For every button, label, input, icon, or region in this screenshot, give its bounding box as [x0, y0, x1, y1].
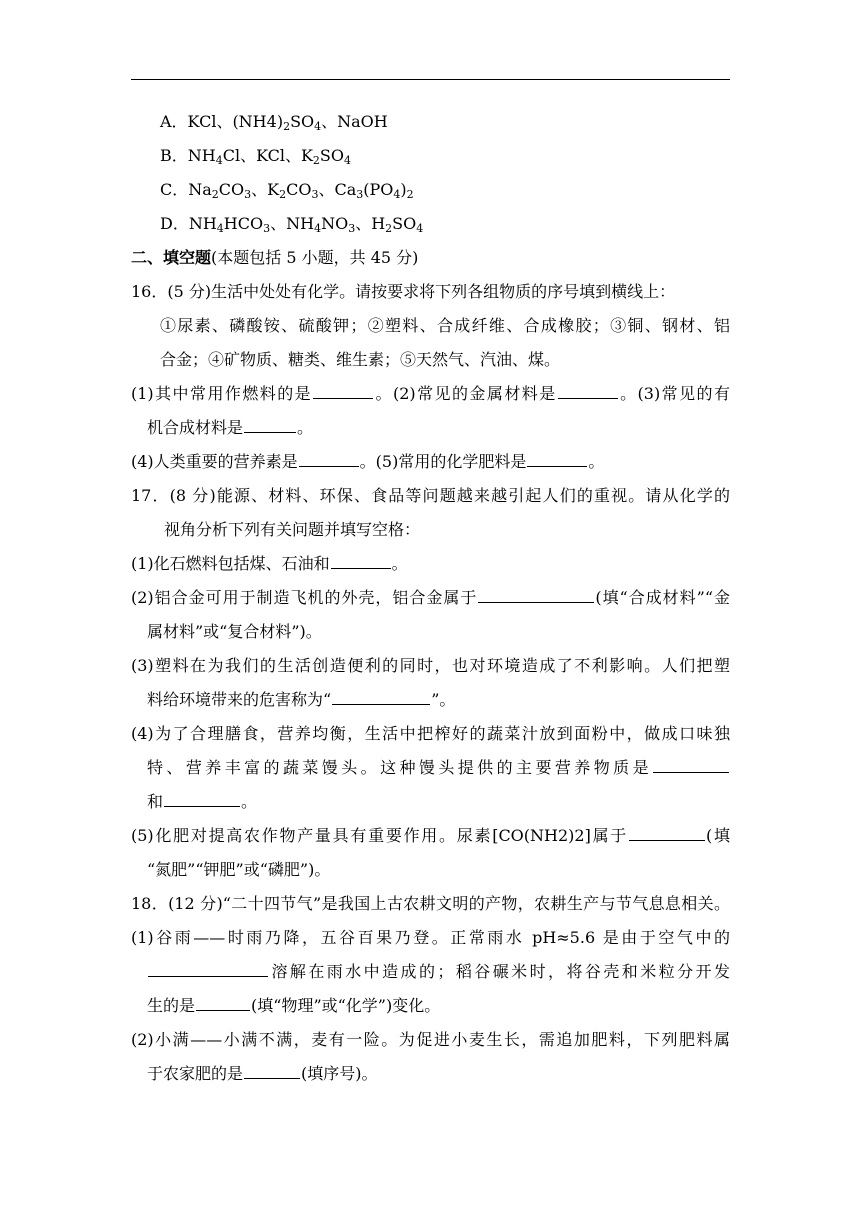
answer-blank[interactable] [653, 758, 729, 773]
q18-part2: (2)小满——小满不满，麦有一险。为促进小麦生长，需追加肥料，下列肥料属 [131, 1030, 730, 1049]
choice-c: C．$Na_2CO_3$、$K_2CO_3$、$Ca_3(PO_4)_2$ [160, 180, 414, 201]
q17-part3: (3)塑料在为我们的生活创造便利的同时，也对环境造成了不利影响。人们把塑 [131, 656, 730, 675]
answer-blank[interactable] [244, 1064, 300, 1079]
q17-part5-cont: “氮肥”“钾肥”或“磷肥”)。 [147, 860, 331, 879]
section-note: (本题包括 5 小题，共 45 分) [211, 248, 419, 267]
q16-part1-cont: 机合成材料是 。 [147, 418, 314, 437]
choice-d: D．$NH_4HCO_3$、$NH_4NO_3$、$H_2SO_4$ [160, 214, 424, 235]
q18-part1: (1)谷雨——时雨乃降，五谷百果乃登。正常雨水 pH≈5.6 是由于空气中的 [131, 928, 730, 947]
answer-blank[interactable] [332, 690, 430, 705]
section-title: 二、填空题 [131, 248, 212, 267]
q17-part2-cont: 属材料”或“复合材料”)。 [147, 622, 322, 641]
answer-blank[interactable] [196, 996, 250, 1011]
q17-part4: (4)为了合理膳食，营养均衡，生活中把榨好的蔬菜汁放到面粉中，做成口味独 [131, 724, 730, 743]
q18-part1-cont2: 生的是 (填“物理”或“化学”)变化。 [147, 996, 441, 1015]
top-rule [131, 79, 730, 80]
answer-blank[interactable] [478, 588, 594, 603]
q16-stem: 16．(5 分)生活中处处有化学。请按要求将下列各组物质的序号填到横线上： [131, 282, 676, 301]
q17-part4-cont: 特、营养丰富的蔬菜馒头。这种馒头提供的主要营养物质是 [147, 758, 730, 778]
q17-part3-cont: 料给环境带来的危害称为“ ”。 [147, 690, 456, 709]
q17-part4-cont2: 和 。 [147, 792, 258, 811]
q18-stem: 18．(12 分)“二十四节气”是我国上古农耕文明的产物，农耕生产与节气息息相关。 [131, 894, 730, 913]
q17-part2: (2)铝合金可用于制造飞机的外壳，铝合金属于 (填“合成材料”“金 [131, 588, 730, 607]
section-heading [131, 248, 418, 268]
answer-blank[interactable] [629, 826, 705, 841]
q18-part1-cont: 溶解在雨水中造成的；稻谷碾米时，将谷壳和米粒分开发 [147, 962, 730, 982]
q16-part1: (1)其中常用作燃料的是 。(2)常见的金属材料是 。(3)常见的有 [131, 384, 730, 403]
answer-blank[interactable] [244, 418, 296, 433]
q17-part1: (1)化石燃料包括煤、石油和 。 [131, 554, 408, 573]
answer-blank[interactable] [527, 452, 587, 467]
answer-blank[interactable] [299, 452, 359, 467]
q16-part4: (4)人类重要的营养素是 。(5)常用的化学肥料是 。 [131, 452, 605, 471]
answer-blank[interactable] [331, 554, 391, 569]
q17-stem: 17．(8 分)能源、材料、环保、食品等问题越来越引起人们的重视。请从化学的 [131, 486, 730, 505]
answer-blank[interactable] [148, 962, 268, 977]
choice-a: A．KCl、$(NH4)_2SO_4$、NaOH [160, 112, 388, 133]
q17-part5: (5)化肥对提高农作物产量具有重要作用。尿素[CO(NH2)2]属于 (填 [131, 826, 731, 845]
q18-part2-cont: 于农家肥的是 (填序号)。 [147, 1064, 378, 1083]
answer-blank[interactable] [558, 384, 618, 399]
answer-blank[interactable] [164, 792, 240, 807]
choice-b: B．$NH_4Cl$、KCl、$K_2SO_4$ [160, 146, 351, 167]
q16-options-line2: 合金；④矿物质、糖类、维生素；⑤天然气、汽油、煤。 [160, 350, 561, 369]
answer-blank[interactable] [313, 384, 373, 399]
q16-options-line1: ①尿素、磷酸铵、硫酸钾；②塑料、合成纤维、合成橡胶；③铜、钢材、铝 [160, 316, 730, 335]
q17-stem-cont: 视角分析下列有关问题并填写空格： [164, 520, 421, 539]
